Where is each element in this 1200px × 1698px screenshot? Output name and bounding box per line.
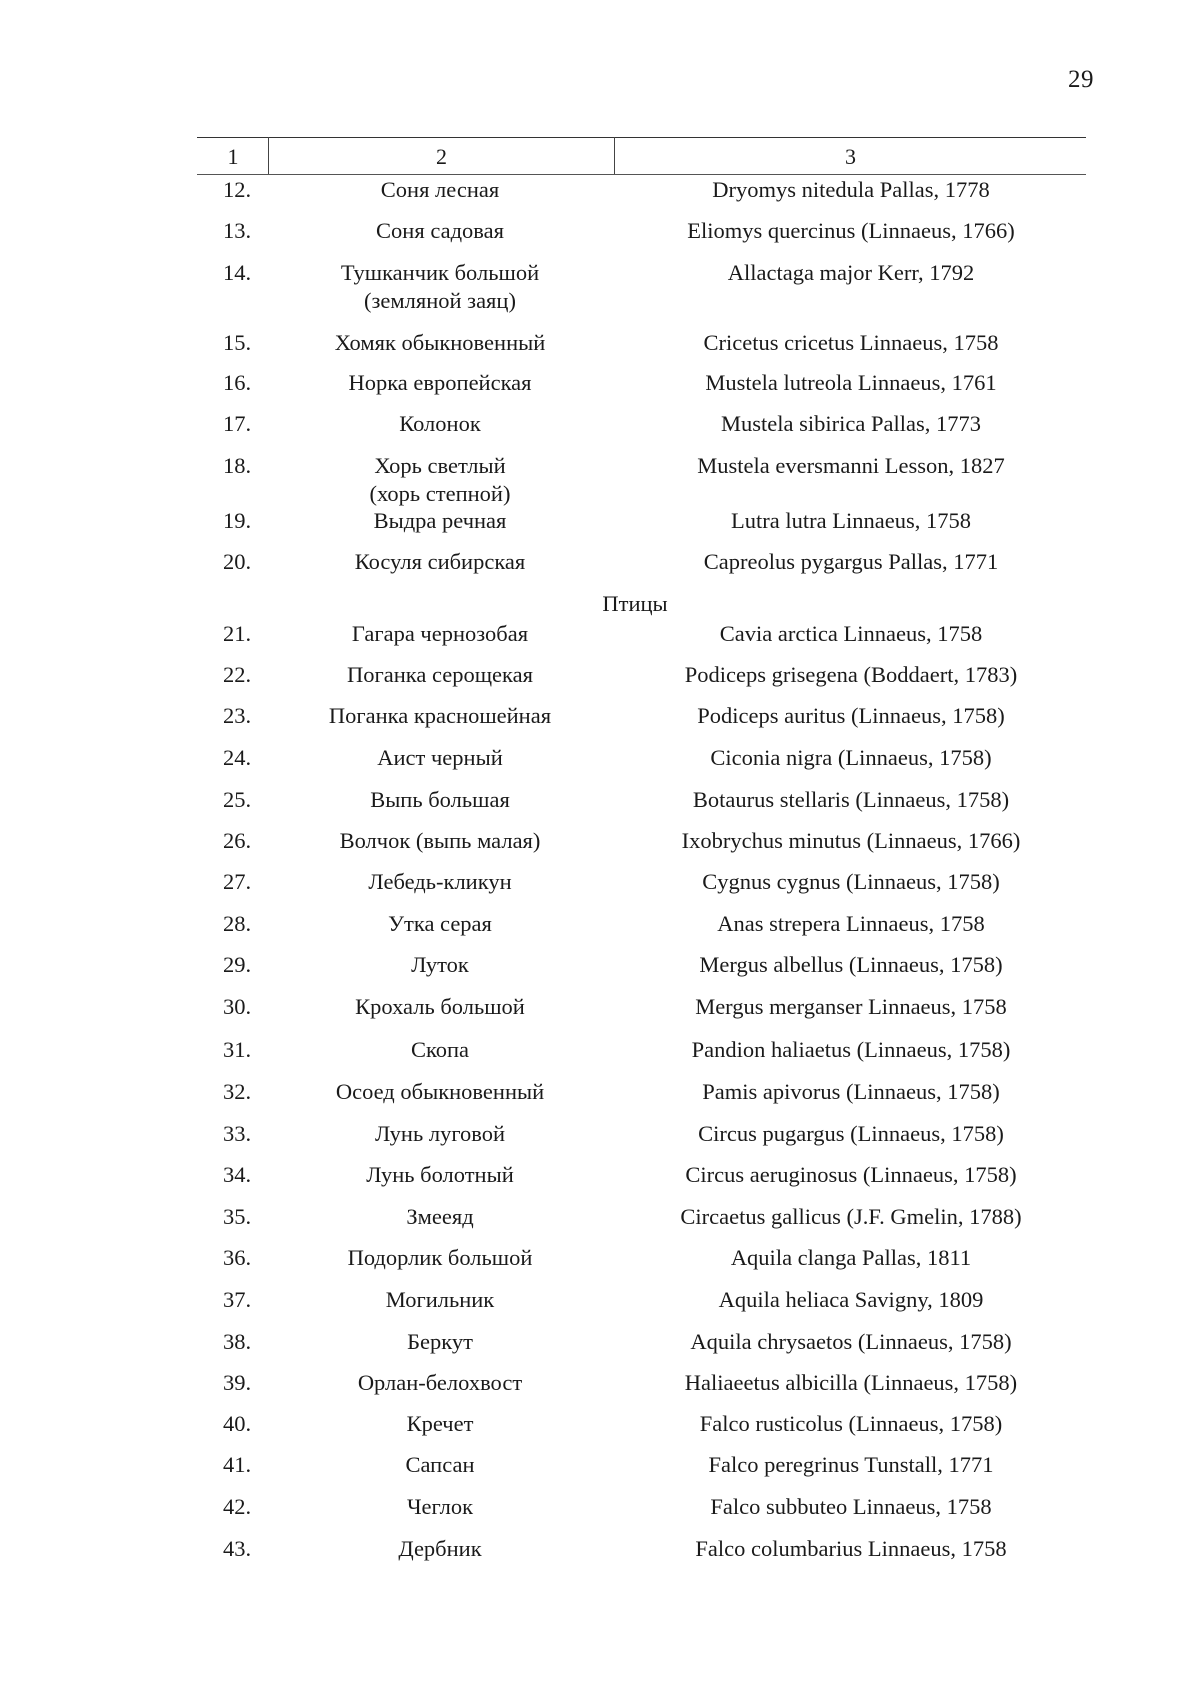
russian-name-line: (земляной заяц) [364, 288, 516, 313]
russian-name: Лунь луговой [374, 1121, 506, 1146]
row-number: 15. [222, 330, 252, 355]
row-number: 32. [222, 1079, 252, 1104]
russian-name [270, 452, 610, 508]
row-number: 12. [222, 177, 252, 202]
russian-name: Волчок (выпь малая) [339, 828, 541, 853]
row-number: 43. [222, 1536, 252, 1561]
russian-name: Змееяд [406, 1204, 474, 1229]
row-number: 34. [222, 1162, 252, 1187]
russian-name: Соня садовая [376, 218, 504, 243]
latin-name: Aquila chrysaetos (Linnaeus, 1758) [690, 1329, 1012, 1354]
latin-name: Botaurus stellaris (Linnaeus, 1758) [692, 787, 1010, 812]
column-header-number: 1 [227, 144, 239, 169]
latin-name: Ixobrychus minutus (Linnaeus, 1766) [681, 828, 1021, 853]
row-number: 38. [222, 1329, 252, 1354]
row-number: 27. [222, 869, 252, 894]
latin-name: Circus aeruginosus (Linnaeus, 1758) [685, 1162, 1017, 1187]
latin-name: Falco columbarius Linnaeus, 1758 [695, 1536, 1007, 1561]
row-number: 26. [222, 828, 252, 853]
latin-name: Falco subbuteo Linnaeus, 1758 [710, 1494, 992, 1519]
section-title-birds: Птицы [602, 591, 668, 616]
row-number: 30. [222, 994, 252, 1019]
russian-name: Лебедь-кликун [368, 869, 512, 894]
row-number: 41. [222, 1452, 252, 1477]
row-number: 31. [222, 1037, 252, 1062]
row-number: 22. [222, 662, 252, 687]
russian-name: Лунь болотный [366, 1162, 514, 1187]
row-number: 21. [222, 621, 252, 646]
latin-name: Falco rusticolus (Linnaeus, 1758) [699, 1411, 1003, 1436]
column-header-latin-name: 3 [845, 144, 856, 169]
row-number: 42. [222, 1494, 252, 1519]
latin-name: Mergus albellus (Linnaeus, 1758) [699, 952, 1003, 977]
latin-name: Circaetus gallicus (J.F. Gmelin, 1788) [680, 1204, 1022, 1229]
russian-name: Чеглок [406, 1494, 474, 1519]
russian-name: Поганка красношейная [328, 703, 552, 728]
russian-name: Хомяк обыкновенный [334, 330, 546, 355]
russian-name: Соня лесная [380, 177, 500, 202]
latin-name: Circus pugargus (Linnaeus, 1758) [698, 1121, 1004, 1146]
row-number: 17. [222, 411, 252, 436]
russian-name-line: Хорь светлый [374, 453, 506, 478]
header-bottom-rule [197, 174, 1086, 175]
row-number: 23. [222, 703, 252, 728]
latin-name: Ciconia nigra (Linnaeus, 1758) [710, 745, 992, 770]
russian-name: Луток [411, 952, 469, 977]
latin-name: Pandion haliaetus (Linnaeus, 1758) [691, 1037, 1011, 1062]
row-number: 39. [222, 1370, 252, 1395]
row-number: 18. [222, 453, 252, 478]
row-number: 33. [222, 1121, 252, 1146]
latin-name: Aquila heliaca Savigny, 1809 [718, 1287, 984, 1312]
row-number: 19. [222, 508, 252, 533]
russian-name: Скопа [410, 1037, 470, 1062]
russian-name: Подорлик большой [347, 1245, 533, 1270]
latin-name: Anas strepera Linnaeus, 1758 [717, 911, 985, 936]
row-number: 13. [222, 218, 252, 243]
latin-name: Dryomys nitedula Pallas, 1778 [712, 177, 990, 202]
russian-name: Сапсан [405, 1452, 475, 1477]
row-number: 16. [222, 370, 252, 395]
row-number: 28. [222, 911, 252, 936]
row-number: 40. [222, 1411, 252, 1436]
header-top-rule [197, 137, 1086, 138]
russian-name: Орлан-белохвост [357, 1370, 523, 1395]
row-number: 36. [222, 1245, 252, 1270]
latin-name: Falco peregrinus Tunstall, 1771 [708, 1452, 994, 1477]
latin-name: Pamis apivorus (Linnaeus, 1758) [702, 1079, 1000, 1104]
row-number: 20. [222, 549, 252, 574]
russian-name: Беркут [407, 1329, 473, 1354]
latin-name: Mustela lutreola Linnaeus, 1761 [705, 370, 997, 395]
russian-name [270, 259, 610, 315]
row-number: 14. [222, 260, 252, 285]
latin-name: Lutra lutra Linnaeus, 1758 [731, 508, 971, 533]
latin-name: Eliomys quercinus (Linnaeus, 1766) [687, 218, 1015, 243]
latin-name: Aquila clanga Pallas, 1811 [730, 1245, 972, 1270]
latin-name: Podiceps grisegena (Boddaert, 1783) [684, 662, 1018, 687]
latin-name: Cygnus cygnus (Linnaeus, 1758) [702, 869, 1000, 894]
russian-name: Кречет [406, 1411, 474, 1436]
latin-name: Haliaeetus albicilla (Linnaeus, 1758) [684, 1370, 1018, 1395]
row-number: 24. [222, 745, 252, 770]
latin-name: Mustela eversmanni Lesson, 1827 [697, 453, 1005, 478]
column-header-russian-name: 2 [436, 144, 447, 169]
russian-name: Косуля сибирская [354, 549, 526, 574]
russian-name: Норка европейская [348, 370, 532, 395]
russian-name: Крохаль большой [355, 994, 525, 1019]
russian-name: Аист черный [377, 745, 503, 770]
russian-name: Могильник [385, 1287, 495, 1312]
latin-name: Mustela sibirica Pallas, 1773 [721, 411, 981, 436]
row-number: 25. [222, 787, 252, 812]
row-number: 37. [222, 1287, 252, 1312]
russian-name: Гагара чернозобая [351, 621, 529, 646]
russian-name: Колонок [399, 411, 481, 436]
russian-name: Выдра речная [373, 508, 507, 533]
russian-name: Поганка серощекая [347, 662, 533, 687]
latin-name: Cricetus cricetus Linnaeus, 1758 [703, 330, 999, 355]
russian-name-line: (хорь степной) [369, 481, 511, 506]
page-number: 29 [1068, 66, 1094, 93]
latin-name: Mergus merganser Linnaeus, 1758 [695, 994, 1007, 1019]
latin-name: Cavia arctica Linnaeus, 1758 [719, 621, 983, 646]
row-number: 35. [222, 1204, 252, 1229]
row-number: 29. [222, 952, 252, 977]
russian-name-line: Тушканчик большой [340, 260, 540, 285]
latin-name: Capreolus pygargus Pallas, 1771 [703, 549, 999, 574]
latin-name: Podiceps auritus (Linnaeus, 1758) [697, 703, 1005, 728]
russian-name: Дербник [398, 1536, 482, 1561]
russian-name: Осоед обыкновенный [335, 1079, 545, 1104]
russian-name: Утка серая [388, 911, 492, 936]
russian-name: Выпь большая [370, 787, 510, 812]
latin-name: Allactaga major Kerr, 1792 [727, 260, 975, 285]
